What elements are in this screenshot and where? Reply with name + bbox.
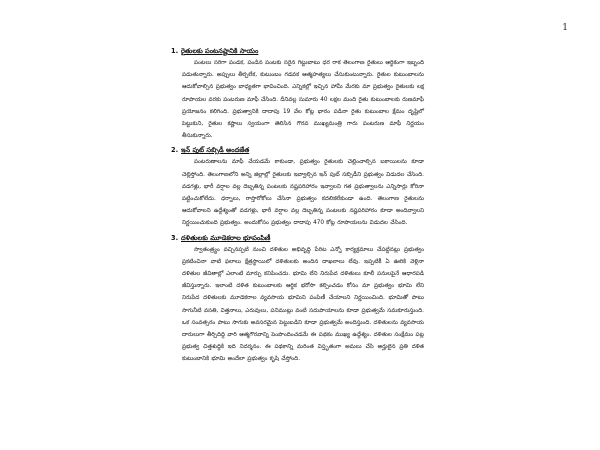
section-crop-loan-waiver: [168, 46, 424, 142]
section-title: రైతులకు పంటనష్టానికి సాయం: [181, 47, 259, 55]
section-number: 1.: [171, 47, 179, 55]
section-heading: [171, 46, 424, 57]
section-land-distribution: [168, 233, 424, 366]
section-heading: [171, 233, 424, 244]
page-number: 1: [562, 23, 568, 33]
section-heading: [171, 145, 424, 156]
document-body: [168, 46, 424, 369]
section-input-subsidy: [168, 145, 424, 229]
section-title: దళితులకు మూడెకరాల భూపంపిణీ: [181, 233, 271, 242]
section-title: ఇన్ పుట్ సబ్సిడీ అందజేత: [181, 146, 250, 155]
section-paragraph: స్వాతంత్ర్యం వచ్చినప్పటి నుంచి దళితుల అభివృద్ధి పేరిట ఎన్నో కార్యక్రమాలు చేపట్టినట్లు ప్రభుత్వం ప్రకటించినా వాటి ఫలాలు క్షేత్రస్థాయిలో దళితులకు అందిన దాఖలాలు లేవు. ఇప్పటికీ ఏ ఊరికి వెళ్లినా దళితుల జీవితాల్లో ఎలాంటి మార్పు కనిపించదు. భూమి లేని నిరుపేద దళితులు కూలీ పనులపైనే ఆధారపడి జీవిస్తున్నారు. ఇలాంటి దళిత కుటుంబాలకు ఆర్థిక భరోసా కల్పించడం కోసం మా ప్రభుత్వం భూమి లేని నిరుపేద దళితులకు మూడెకరాల వ్యవసాయ భూమిని పంపిణీ చేయాలని నిర్ణయించింది. భూమితో పాటు సాగునీటి వసతి, విత్తనాలు, ఎరువులు, పనిముట్లు వంటి సదుపాయాలను కూడా ప్రభుత్వమే సమకూరుస్తుంది. ఒక సంవత్సరం పాటు సాగుకు అవసరమైన పెట్టుబడిని కూడా ప్రభుత్వమే అందిస్తుంది. దళితులను వ్యవసాయ దారులుగా తీర్చిదిద్ది వారి ఆత్మగౌరవాన్ని పెంపొందించడమే ఈ పథకం ముఖ్య ఉద్దేశ్యం. దళితుల సంక్షేమం పట్ల ప్రభుత్వ చిత్తశుద్ధికి ఇది నిదర్శనం. ఈ పథకాన్ని మరింత విస్తృతంగా అమలు చేసి అర్హులైన ప్రతి దళిత కుటుంబానికి భూమి అందేలా ప్రభుత్వం కృషి చేస్తోంది.: [182, 246, 424, 363]
section-number: 2.: [171, 146, 179, 155]
section-paragraph: పంటరుణాలను మాఫీ చేయడమే కాకుండా, ప్రభుత్వం రైతులకు చెల్లించాల్సిన బకాయిలను కూడా చెల్లిస్తోంది. తెలంగాణలోని అన్ని జిల్లాల్లో రైతులకు ఇవ్వాల్సిన ఇన్ పుట్ సబ్సిడీని ప్రభుత్వం విడుదల చేసింది. వడగళ్లు, భారీ వర్షాల వల్ల దెబ్బతిన్న పంటలకు నష్టపరిహారం ఇవ్వాలని గత ప్రభుత్వాలను ఎన్నిసార్లు కోరినా పట్టించుకోలేదు. ధర్నాలు, రాస్తారోకోలు చేసినా ప్రభుత్వం కదలికలేకుండా ఉంది. తెలంగాణ రైతులను ఆదుకోవాలని ఉద్దేశ్యంతో వడగళ్లు, భారీ వర్షాల వల్ల దెబ్బతిన్న పంటలకు నష్టపరిహారం కూడా అందివ్వాలని నిర్ణయించుకుంది ప్రభుత్వం. అందుకోసం ప్రభుత్వం దాదాపు 470 కోట్ల రూపాయలను విడుదల చేసింది.: [182, 159, 424, 227]
section-paragraph: పంటలు సరిగా పండక, పండిన పంటకు సరైన గిట్టుబాటు ధర రాక తెలంగాణ రైతులు ఆర్థికంగా ఇబ్బంది పడుతున్నారు. అప్పులు తీర్చలేక, కుటుంబం గడవక ఆత్మహత్యలు చేసుకుంటున్నారు. రైతుల కుటుంబాలను ఆదుకోవాల్సిన ప్రభుత్వం బాధ్యతగా భావించింది. ఎన్నికల్లో ఇచ్చిన హామీ మేరకు మా ప్రభుత్వం రైతులకు లక్ష రూపాయల వరకు పంటరుణ మాఫీ చేసింది. దీనివల్ల సుమారు 40 లక్షల మంది రైతు కుటుంబాలకు రుణమాఫీ ప్రయోజనం కలిగింది. ప్రభుత్వానికి దాదాపు 19 వేల కోట్ల భారం పడినా రైతు కుటుంబాల క్షేమం దృష్టిలో పెట్టుకుని, రైతుల కష్టాలు స్వయంగా తెలిసిన గౌరవ ముఖ్యమంత్రి గారు పంటరుణ మాఫీ నిర్ణయం తీసుకున్నారు.: [182, 60, 424, 140]
section-number: 3.: [171, 233, 179, 242]
